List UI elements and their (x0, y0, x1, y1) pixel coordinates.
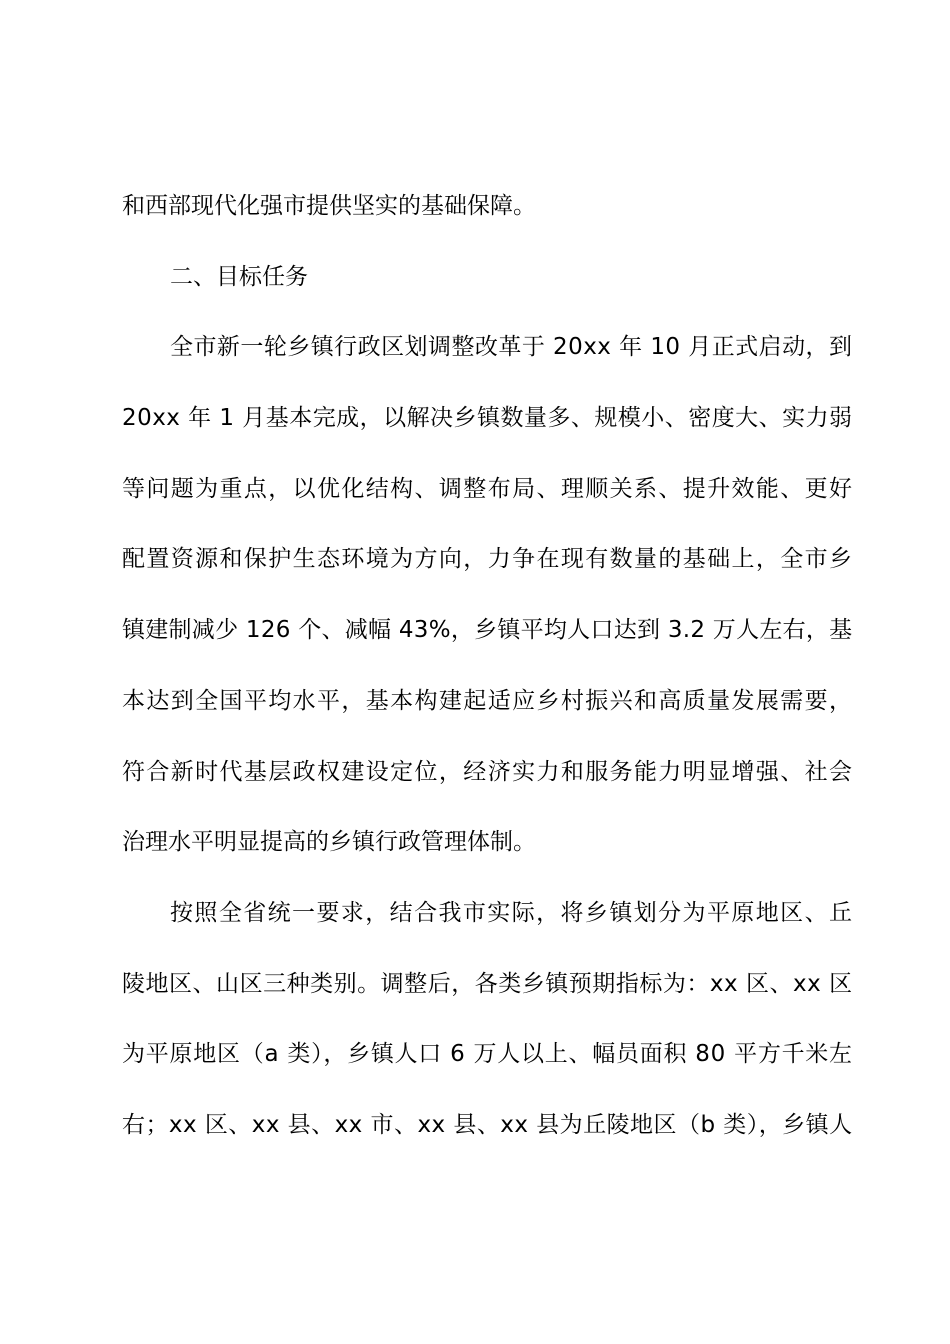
line-text: 右；xx 区、xx 县、xx 市、xx 县、xx 县为丘陵地区（b 类），乡镇人 (122, 1111, 853, 1138)
paragraph-line (122, 822, 852, 893)
line-text: 等问题为重点，以优化结构、调整布局、理顺关系、提升效能、更好 (122, 475, 854, 502)
paragraph-line (122, 186, 852, 257)
paragraph-line (122, 539, 852, 610)
line-text: 20xx 年 1 月基本完成，以解决乡镇数量多、规模小、密度大、实力弱 (122, 405, 853, 432)
paragraph-line (122, 610, 852, 681)
paragraph-line (122, 469, 852, 540)
line-text: 本达到全国平均水平，基本构建起适应乡村振兴和高质量发展需要， (122, 687, 854, 714)
line-text: 全市新一轮乡镇行政区划调整改革于 20xx 年 10 月正式启动，到 (170, 334, 853, 361)
line-text: 按照全省统一要求，结合我市实际，将乡镇划分为平原地区、丘 (170, 899, 854, 926)
document-body (122, 186, 852, 1176)
line-text: 治理水平明显提高的乡镇行政管理体制。 (122, 829, 536, 856)
heading-text: 二、目标任务 (170, 263, 308, 290)
line-text: 陵地区、山区三种类别。调整后，各类乡镇预期指标为：xx 区、xx 区 (122, 970, 853, 997)
line-text: 符合新时代基层政权建设定位，经济实力和服务能力明显增强、社会 (122, 758, 854, 785)
line-text: 为平原地区（a 类），乡镇人口 6 万人以上、幅员面积 80 平方千米左 (122, 1041, 853, 1068)
paragraph-line (122, 1034, 852, 1105)
paragraph-line (122, 893, 852, 964)
section-heading (122, 257, 852, 328)
line-text: 镇建制减少 126 个、减幅 43%，乡镇平均人口达到 3.2 万人左右，基 (122, 617, 853, 644)
line-text: 和西部现代化强市提供坚实的基础保障。 (122, 193, 536, 219)
paragraph-line (122, 1105, 852, 1176)
paragraph-line (122, 752, 852, 823)
paragraph-line (122, 964, 852, 1035)
paragraph-line (122, 398, 852, 469)
line-text: 配置资源和保护生态环境为方向，力争在现有数量的基础上，全市乡 (122, 546, 854, 573)
paragraph-line (122, 681, 852, 752)
paragraph-line (122, 327, 852, 398)
